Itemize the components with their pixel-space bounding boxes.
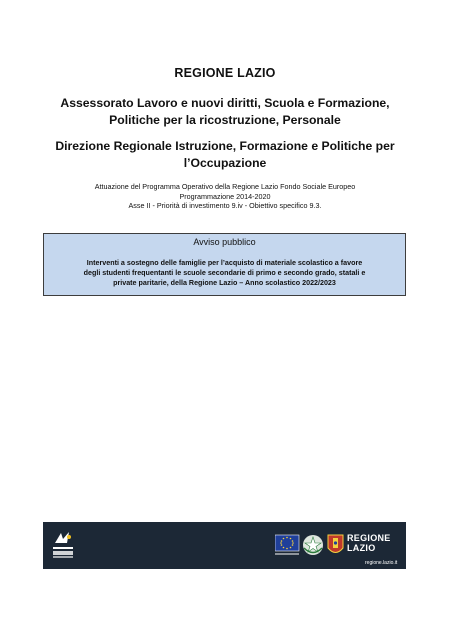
eu-flag-icon: [275, 535, 299, 555]
footer-website: regione.lazio.it: [365, 560, 398, 566]
footer-region-line-1: REGIONE: [347, 533, 391, 543]
programme-info: [60, 182, 390, 211]
programme-line-1: Attuazione del Programma Operativo della Regione Lazio Fondo Sociale Europeo: [94, 182, 356, 191]
direzione-line-2: l’Occupazione: [183, 156, 267, 170]
italian-republic-emblem-icon: [303, 535, 323, 555]
lazio-crest-icon: [328, 535, 343, 553]
direzione-heading: [45, 138, 405, 172]
region-title: REGIONE LAZIO: [174, 66, 276, 80]
por-fse-logo-icon: [49, 529, 77, 561]
direzione-line-1: Direzione Regionale Istruzione, Formazione e Politiche per: [55, 139, 395, 153]
footer-emblems: [275, 530, 345, 560]
avviso-line-3: private paritarie, della Regione Lazio – Anno scolastico 2022/2023: [113, 279, 336, 287]
assessorato-heading: [40, 95, 410, 129]
footer-logo-bar: [43, 522, 406, 569]
footer-region-name: [347, 533, 391, 553]
avviso-box: [43, 233, 406, 296]
programme-line-3: Asse II - Priorità di investimento 9.iv - Obiettivo specifico 9.3.: [128, 201, 322, 211]
assessorato-line-2: Politiche per la ricostruzione, Personale: [109, 113, 341, 127]
avviso-line-1: Interventi a sostegno delle famiglie per l’acquisto di materiale scolastico a favore: [86, 259, 363, 267]
avviso-line-2: degli studenti frequentanti le scuole secondarie di primo e secondo grado, statali e: [83, 269, 366, 277]
avviso-description: [50, 258, 399, 288]
footer-region-line-2: LAZIO: [347, 543, 376, 553]
programme-line-2: Programmazione 2014-2020: [179, 191, 271, 201]
avviso-label: Avviso pubblico: [193, 237, 256, 247]
assessorato-line-1: Assessorato Lavoro e nuovi diritti, Scuola e Formazione,: [60, 96, 390, 110]
